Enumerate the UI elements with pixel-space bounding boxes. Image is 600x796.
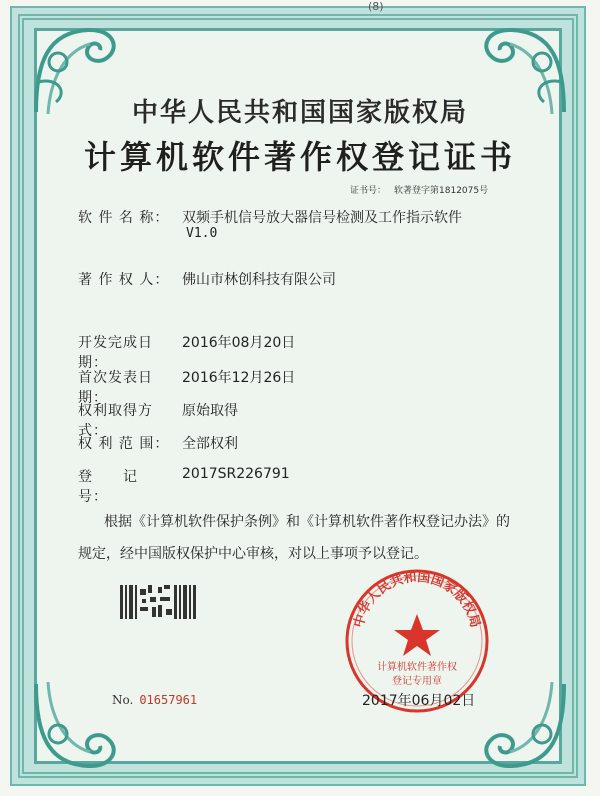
field-label: 权利取得方式： [78, 403, 153, 439]
field-label: 开发完成日期： [78, 335, 153, 371]
statement-line: 根据《计算机软件保护条例》和《计算机软件著作权登记办法》的 [104, 514, 510, 530]
field-scope [78, 433, 238, 453]
field-label: 首次发表日期： [78, 370, 153, 406]
field-value: 原始取得 [182, 403, 238, 419]
field-value: 2017SR226791 [182, 466, 290, 482]
certificate-title: 计算机软件著作权登记证书 [83, 138, 516, 176]
certificate-number-label: 证书号： [350, 186, 387, 196]
field-label: 权 利 范 围： [78, 436, 170, 452]
field-value: 2016年12月26日 [182, 370, 296, 386]
field-value: 全部权利 [182, 436, 238, 452]
field-owner [78, 269, 336, 289]
field-label: 软 件 名 称： [78, 210, 170, 226]
seal-center-line2: 登记专用章 [392, 676, 442, 687]
statement [78, 506, 528, 570]
issuer-title: 中华人民共和国国家版权局 [131, 98, 468, 128]
serial-value: 01657961 [139, 693, 198, 707]
certificate-number-value: 软著登字第1812075号 [394, 186, 489, 196]
field-label: 著 作 权 人： [78, 272, 170, 288]
barcode-icon [120, 585, 200, 619]
field-value: 双频手机信号放大器信号检测及工作指示软件 [182, 210, 462, 226]
issue-date: 2017年06月02日 [362, 693, 476, 709]
field-label: 登 记 号： [78, 469, 153, 505]
field-registration [78, 466, 290, 506]
field-software-name [78, 207, 462, 227]
serial-number [112, 693, 197, 707]
seal-ring-text: 中华人民共和国国家版权局 [351, 569, 483, 630]
field-value: 2016年08月20日 [182, 335, 296, 351]
serial-label: No. [112, 693, 134, 707]
handwritten-mark: (8) [368, 0, 384, 13]
software-version: V1.0 [186, 226, 218, 241]
statement-line: 规定，经中国版权保护中心审核，对以上事项予以登记。 [78, 546, 428, 562]
seal-center-line1: 计算机软件著作权 [377, 662, 457, 673]
field-value: 佛山市林创科技有限公司 [182, 272, 336, 288]
corner-ornament-icon [28, 674, 128, 774]
field-completion-date [78, 332, 295, 372]
certificate-number [350, 183, 488, 196]
